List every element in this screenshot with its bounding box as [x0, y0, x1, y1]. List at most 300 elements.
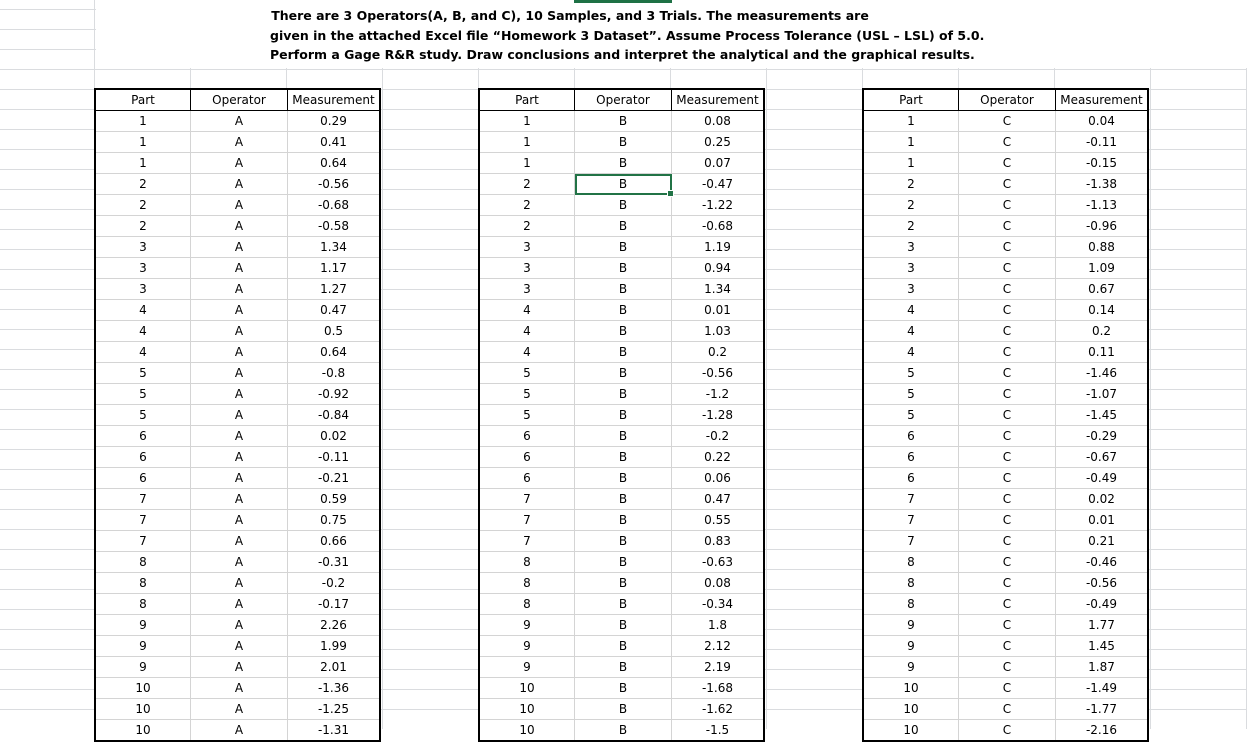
operator-cell[interactable]: C [959, 531, 1056, 552]
table-row [95, 699, 380, 720]
operator-cell[interactable]: B [575, 636, 672, 657]
part-cell[interactable]: 5 [479, 405, 575, 426]
operator-cell[interactable]: A [191, 426, 288, 447]
operator-cell[interactable]: B [575, 342, 672, 363]
operator-cell[interactable]: A [191, 258, 288, 279]
measurement-cell[interactable]: 1.34 [288, 237, 381, 258]
measurement-cell[interactable]: -1.68 [672, 678, 765, 699]
measurement-cell[interactable]: -1.45 [1056, 405, 1149, 426]
measurement-cell[interactable]: -0.68 [288, 195, 381, 216]
operator-cell[interactable]: A [191, 237, 288, 258]
operator-cell[interactable]: B [575, 111, 672, 132]
part-header[interactable]: Part [863, 89, 959, 111]
measurement-cell[interactable]: 0.22 [672, 447, 765, 468]
part-cell[interactable]: 7 [479, 510, 575, 531]
operator-cell[interactable]: C [959, 132, 1056, 153]
measurement-cell[interactable]: 0.64 [288, 153, 381, 174]
measurement-cell[interactable]: 1.45 [1056, 636, 1149, 657]
measurement-cell[interactable]: 0.25 [672, 132, 765, 153]
part-cell[interactable]: 5 [479, 384, 575, 405]
measurement-cell[interactable]: 1.34 [672, 279, 765, 300]
part-cell[interactable]: 1 [95, 111, 191, 132]
measurement-cell[interactable]: 0.64 [288, 342, 381, 363]
measurement-cell[interactable]: -0.96 [1056, 216, 1149, 237]
operator-cell[interactable]: C [959, 405, 1056, 426]
measurement-cell[interactable]: 0.21 [1056, 531, 1149, 552]
operator-cell[interactable]: A [191, 321, 288, 342]
operator-cell[interactable]: C [959, 426, 1056, 447]
measurement-cell[interactable]: -0.63 [672, 552, 765, 573]
part-cell[interactable]: 2 [479, 216, 575, 237]
table-row [479, 426, 764, 447]
part-cell[interactable]: 9 [863, 636, 959, 657]
part-cell[interactable]: 5 [95, 384, 191, 405]
part-cell[interactable]: 3 [95, 258, 191, 279]
part-cell[interactable]: 1 [95, 153, 191, 174]
part-cell[interactable]: 4 [95, 321, 191, 342]
measurement-cell[interactable]: -0.2 [288, 573, 381, 594]
operator-cell[interactable]: A [191, 384, 288, 405]
part-cell[interactable]: 6 [479, 468, 575, 489]
part-cell[interactable]: 3 [863, 237, 959, 258]
part-cell[interactable]: 7 [863, 489, 959, 510]
part-cell[interactable]: 5 [863, 363, 959, 384]
table-row [863, 363, 1148, 384]
operator-cell[interactable]: A [191, 342, 288, 363]
measurement-cell[interactable]: -1.25 [288, 699, 381, 720]
measurement-cell[interactable]: 0.55 [672, 510, 765, 531]
table-row [95, 342, 380, 363]
operator-cell[interactable]: B [575, 720, 672, 742]
operator-cell[interactable]: C [959, 237, 1056, 258]
operator-cell[interactable]: C [959, 342, 1056, 363]
operator-header[interactable]: Operator [575, 89, 672, 111]
operator-cell[interactable]: C [959, 363, 1056, 384]
part-cell[interactable]: 7 [863, 510, 959, 531]
measurement-cell[interactable]: -0.34 [672, 594, 765, 615]
operator-cell[interactable]: A [191, 153, 288, 174]
operator-cell[interactable]: C [959, 468, 1056, 489]
operator-cell[interactable]: A [191, 174, 288, 195]
measurement-cell[interactable]: 0.59 [288, 489, 381, 510]
operator-cell[interactable]: B [575, 300, 672, 321]
part-cell[interactable]: 8 [863, 573, 959, 594]
selected-cell[interactable]: B [575, 174, 672, 195]
operator-cell[interactable]: A [191, 510, 288, 531]
operator-cell[interactable]: C [959, 510, 1056, 531]
operator-cell[interactable]: C [959, 216, 1056, 237]
operator-cell[interactable]: B [575, 363, 672, 384]
operator-cell[interactable]: B [575, 279, 672, 300]
operator-cell[interactable]: A [191, 279, 288, 300]
part-cell[interactable]: 9 [95, 657, 191, 678]
measurement-cell[interactable]: -0.11 [288, 447, 381, 468]
operator-cell[interactable]: C [959, 699, 1056, 720]
measurement-cell[interactable]: 0.07 [672, 153, 765, 174]
table-row [95, 594, 380, 615]
part-cell[interactable]: 6 [95, 447, 191, 468]
measurement-cell[interactable]: 1.87 [1056, 657, 1149, 678]
measurement-cell[interactable]: -1.77 [1056, 699, 1149, 720]
operator-cell[interactable]: A [191, 720, 288, 742]
part-cell[interactable]: 2 [95, 195, 191, 216]
measurement-cell[interactable]: 1.8 [672, 615, 765, 636]
table-row [863, 237, 1148, 258]
part-cell[interactable]: 9 [863, 615, 959, 636]
measurement-cell[interactable]: -0.17 [288, 594, 381, 615]
measurement-cell[interactable]: 0.01 [1056, 510, 1149, 531]
part-cell[interactable]: 6 [95, 468, 191, 489]
measurement-cell[interactable]: 0.08 [672, 573, 765, 594]
measurement-cell[interactable]: -0.29 [1056, 426, 1149, 447]
problem-statement-line-2: given in the attached Excel file “Homework 3 Dataset”. Assume Process Tolerance (USL – LSL) of 5.0. [270, 27, 985, 43]
part-cell[interactable]: 4 [863, 300, 959, 321]
part-cell[interactable]: 6 [479, 426, 575, 447]
part-cell[interactable]: 2 [479, 195, 575, 216]
part-cell[interactable]: 7 [479, 489, 575, 510]
operator-cell[interactable]: C [959, 657, 1056, 678]
table-row [863, 720, 1148, 742]
operator-cell[interactable]: C [959, 636, 1056, 657]
measurement-cell[interactable]: 2.12 [672, 636, 765, 657]
measurement-cell[interactable]: 0.47 [672, 489, 765, 510]
operator-cell[interactable]: C [959, 720, 1056, 742]
measurement-cell[interactable]: 1.03 [672, 321, 765, 342]
part-cell[interactable]: 6 [479, 447, 575, 468]
measurement-cell[interactable]: 0.01 [672, 300, 765, 321]
part-cell[interactable]: 2 [863, 174, 959, 195]
measurement-cell[interactable]: 0.04 [1056, 111, 1149, 132]
operator-cell[interactable]: A [191, 594, 288, 615]
operator-cell[interactable]: B [575, 489, 672, 510]
part-cell[interactable]: 10 [95, 699, 191, 720]
measurement-cell[interactable]: -0.56 [288, 174, 381, 195]
part-cell[interactable]: 5 [95, 363, 191, 384]
part-cell[interactable]: 2 [863, 216, 959, 237]
part-cell[interactable]: 4 [95, 300, 191, 321]
measurement-cell[interactable]: -0.46 [1056, 552, 1149, 573]
operator-cell[interactable]: B [575, 384, 672, 405]
operator-cell[interactable]: A [191, 216, 288, 237]
operator-cell[interactable]: A [191, 132, 288, 153]
part-cell[interactable]: 1 [479, 111, 575, 132]
operator-cell[interactable]: C [959, 489, 1056, 510]
part-cell[interactable]: 9 [479, 636, 575, 657]
measurement-cell[interactable]: 1.77 [1056, 615, 1149, 636]
part-cell[interactable]: 3 [95, 237, 191, 258]
measurement-cell[interactable]: -1.49 [1056, 678, 1149, 699]
part-cell[interactable]: 8 [479, 594, 575, 615]
part-cell[interactable]: 1 [479, 132, 575, 153]
measurement-cell[interactable]: -1.38 [1056, 174, 1149, 195]
operator-cell[interactable]: A [191, 300, 288, 321]
measurement-cell[interactable]: -1.28 [672, 405, 765, 426]
part-cell[interactable]: 8 [863, 594, 959, 615]
part-cell[interactable]: 7 [95, 489, 191, 510]
table-row [479, 405, 764, 426]
part-cell[interactable]: 9 [95, 615, 191, 636]
part-cell[interactable]: 1 [863, 111, 959, 132]
part-cell[interactable]: 4 [95, 342, 191, 363]
operator-cell[interactable]: B [575, 678, 672, 699]
operator-header[interactable]: Operator [191, 89, 288, 111]
measurement-cell[interactable]: -0.8 [288, 363, 381, 384]
measurement-cell[interactable]: 0.94 [672, 258, 765, 279]
measurement-cell[interactable]: 0.06 [672, 468, 765, 489]
active-column-indicator [574, 0, 672, 3]
measurement-cell[interactable]: -0.47 [672, 174, 765, 195]
operator-cell[interactable]: C [959, 678, 1056, 699]
operator-cell[interactable]: B [575, 405, 672, 426]
table-row [863, 678, 1148, 699]
part-cell[interactable]: 4 [863, 342, 959, 363]
measurement-cell[interactable]: 0.47 [288, 300, 381, 321]
operator-header[interactable]: Operator [959, 89, 1056, 111]
part-cell[interactable]: 6 [863, 426, 959, 447]
part-cell[interactable]: 1 [863, 132, 959, 153]
operator-cell[interactable]: A [191, 657, 288, 678]
operator-cell[interactable]: B [575, 237, 672, 258]
measurement-cell[interactable]: 0.41 [288, 132, 381, 153]
operator-cell[interactable]: B [575, 426, 672, 447]
operator-cell[interactable]: C [959, 153, 1056, 174]
measurement-cell[interactable]: -0.31 [288, 552, 381, 573]
part-cell[interactable]: 8 [479, 573, 575, 594]
part-cell[interactable]: 3 [863, 258, 959, 279]
measurement-cell[interactable]: 1.99 [288, 636, 381, 657]
part-cell[interactable]: 2 [479, 174, 575, 195]
measurement-cell[interactable]: -1.5 [672, 720, 765, 742]
operator-cell[interactable]: B [575, 321, 672, 342]
part-cell[interactable]: 5 [479, 363, 575, 384]
part-cell[interactable]: 10 [863, 720, 959, 742]
table-row [863, 111, 1148, 132]
measurement-cell[interactable]: 0.66 [288, 531, 381, 552]
part-cell[interactable]: 10 [479, 720, 575, 742]
measurement-cell[interactable]: 0.67 [1056, 279, 1149, 300]
table-row [95, 405, 380, 426]
operator-cell[interactable]: C [959, 594, 1056, 615]
operator-cell[interactable]: B [575, 258, 672, 279]
operator-cell[interactable]: A [191, 615, 288, 636]
operator-cell[interactable]: C [959, 573, 1056, 594]
measurement-header[interactable]: Measurement [288, 89, 381, 111]
measurement-cell[interactable]: 1.09 [1056, 258, 1149, 279]
operator-cell[interactable]: B [575, 594, 672, 615]
operator-cell[interactable]: C [959, 195, 1056, 216]
operator-cell[interactable]: A [191, 531, 288, 552]
part-cell[interactable]: 4 [479, 300, 575, 321]
table-row [95, 426, 380, 447]
operator-cell[interactable]: A [191, 636, 288, 657]
measurement-cell[interactable]: -0.56 [672, 363, 765, 384]
part-cell[interactable]: 7 [95, 531, 191, 552]
part-cell[interactable]: 2 [863, 195, 959, 216]
part-cell[interactable]: 2 [95, 216, 191, 237]
measurement-cell[interactable]: 0.08 [672, 111, 765, 132]
operator-cell[interactable]: C [959, 174, 1056, 195]
operator-cell[interactable]: A [191, 699, 288, 720]
part-cell[interactable]: 10 [863, 699, 959, 720]
part-cell[interactable]: 10 [479, 678, 575, 699]
measurement-cell[interactable]: 0.5 [288, 321, 381, 342]
measurement-cell[interactable]: -0.92 [288, 384, 381, 405]
part-header[interactable]: Part [479, 89, 575, 111]
part-cell[interactable]: 1 [479, 153, 575, 174]
measurement-cell[interactable]: 0.14 [1056, 300, 1149, 321]
operator-cell[interactable]: A [191, 468, 288, 489]
operator-cell[interactable]: B [575, 573, 672, 594]
part-cell[interactable]: 4 [479, 321, 575, 342]
operator-cell[interactable]: A [191, 363, 288, 384]
measurement-cell[interactable]: 2.26 [288, 615, 381, 636]
measurement-cell[interactable]: 0.02 [1056, 489, 1149, 510]
measurement-cell[interactable]: 0.83 [672, 531, 765, 552]
operator-cell[interactable]: B [575, 657, 672, 678]
measurement-cell[interactable]: 0.88 [1056, 237, 1149, 258]
part-cell[interactable]: 6 [863, 447, 959, 468]
part-cell[interactable]: 10 [95, 720, 191, 742]
part-cell[interactable]: 3 [479, 237, 575, 258]
part-header[interactable]: Part [95, 89, 191, 111]
measurement-cell[interactable]: 0.2 [1056, 321, 1149, 342]
part-cell[interactable]: 3 [863, 279, 959, 300]
part-cell[interactable]: 10 [95, 678, 191, 699]
part-cell[interactable]: 9 [863, 657, 959, 678]
operator-cell[interactable]: A [191, 573, 288, 594]
operator-cell[interactable]: C [959, 300, 1056, 321]
operator-cell[interactable]: A [191, 489, 288, 510]
operator-cell[interactable]: A [191, 405, 288, 426]
operator-cell[interactable]: B [575, 153, 672, 174]
measurement-cell[interactable]: -0.56 [1056, 573, 1149, 594]
measurement-header[interactable]: Measurement [1056, 89, 1149, 111]
measurement-cell[interactable]: -0.11 [1056, 132, 1149, 153]
measurement-cell[interactable]: 2.19 [672, 657, 765, 678]
operator-cell[interactable]: C [959, 615, 1056, 636]
measurement-cell[interactable]: -2.16 [1056, 720, 1149, 742]
measurement-cell[interactable]: -1.07 [1056, 384, 1149, 405]
operator-cell[interactable]: C [959, 552, 1056, 573]
operator-cell[interactable]: B [575, 552, 672, 573]
operator-cell[interactable]: B [575, 216, 672, 237]
part-cell[interactable]: 8 [95, 552, 191, 573]
part-cell[interactable]: 6 [863, 468, 959, 489]
part-cell[interactable]: 5 [863, 384, 959, 405]
measurement-cell[interactable]: -1.46 [1056, 363, 1149, 384]
part-cell[interactable]: 6 [95, 426, 191, 447]
measurement-cell[interactable]: 1.19 [672, 237, 765, 258]
measurement-cell[interactable]: -0.15 [1056, 153, 1149, 174]
part-cell[interactable]: 4 [479, 342, 575, 363]
operator-cell[interactable]: A [191, 552, 288, 573]
operator-cell[interactable]: B [575, 510, 672, 531]
part-cell[interactable]: 1 [95, 132, 191, 153]
operator-cell[interactable]: B [575, 699, 672, 720]
part-cell[interactable]: 2 [95, 174, 191, 195]
measurement-header[interactable]: Measurement [672, 89, 765, 111]
part-cell[interactable]: 3 [95, 279, 191, 300]
operator-cell[interactable]: B [575, 468, 672, 489]
measurement-cell[interactable]: -0.84 [288, 405, 381, 426]
operator-cell[interactable]: C [959, 321, 1056, 342]
part-cell[interactable]: 3 [479, 258, 575, 279]
operator-cell[interactable]: A [191, 195, 288, 216]
measurement-cell[interactable]: -1.22 [672, 195, 765, 216]
measurement-cell[interactable]: -0.58 [288, 216, 381, 237]
part-cell[interactable]: 4 [863, 321, 959, 342]
table-row [863, 300, 1148, 321]
operator-cell[interactable]: C [959, 111, 1056, 132]
table-row [479, 447, 764, 468]
part-cell[interactable]: 9 [479, 615, 575, 636]
operator-cell[interactable]: A [191, 447, 288, 468]
part-cell[interactable]: 7 [95, 510, 191, 531]
part-cell[interactable]: 8 [95, 573, 191, 594]
operator-cell[interactable]: C [959, 384, 1056, 405]
operator-cell[interactable]: B [575, 531, 672, 552]
operator-cell[interactable]: C [959, 447, 1056, 468]
measurement-cell[interactable]: 0.11 [1056, 342, 1149, 363]
part-cell[interactable]: 1 [863, 153, 959, 174]
part-cell[interactable]: 9 [479, 657, 575, 678]
operator-cell[interactable]: C [959, 279, 1056, 300]
table-row [479, 363, 764, 384]
measurement-cell[interactable]: 1.27 [288, 279, 381, 300]
part-cell[interactable]: 10 [479, 699, 575, 720]
measurement-cell[interactable]: 0.02 [288, 426, 381, 447]
part-cell[interactable]: 5 [95, 405, 191, 426]
measurement-cell[interactable]: 0.29 [288, 111, 381, 132]
operator-cell[interactable]: B [575, 615, 672, 636]
table-row [479, 720, 764, 742]
table-row [479, 531, 764, 552]
measurement-cell[interactable]: -1.36 [288, 678, 381, 699]
part-cell[interactable]: 8 [863, 552, 959, 573]
measurement-cell[interactable]: -0.67 [1056, 447, 1149, 468]
measurement-cell[interactable]: 1.17 [288, 258, 381, 279]
measurement-cell[interactable]: 0.2 [672, 342, 765, 363]
measurement-cell[interactable]: 2.01 [288, 657, 381, 678]
measurement-cell[interactable]: -0.68 [672, 216, 765, 237]
measurement-cell[interactable]: -1.62 [672, 699, 765, 720]
measurement-cell[interactable]: -0.49 [1056, 468, 1149, 489]
operator-cell[interactable]: A [191, 111, 288, 132]
part-cell[interactable]: 10 [863, 678, 959, 699]
operator-cell[interactable]: C [959, 258, 1056, 279]
measurement-cell[interactable]: -1.13 [1056, 195, 1149, 216]
part-cell[interactable]: 7 [479, 531, 575, 552]
part-cell[interactable]: 5 [863, 405, 959, 426]
operator-cell[interactable]: B [575, 132, 672, 153]
part-cell[interactable]: 8 [95, 594, 191, 615]
part-cell[interactable]: 3 [479, 279, 575, 300]
part-cell[interactable]: 9 [95, 636, 191, 657]
measurement-cell[interactable]: -0.49 [1056, 594, 1149, 615]
measurement-cell[interactable]: -0.21 [288, 468, 381, 489]
measurement-cell[interactable]: 0.75 [288, 510, 381, 531]
measurement-cell[interactable]: -1.2 [672, 384, 765, 405]
operator-cell[interactable]: A [191, 678, 288, 699]
measurement-cell[interactable]: -1.31 [288, 720, 381, 742]
operator-c-table [862, 88, 1149, 742]
part-cell[interactable]: 7 [863, 531, 959, 552]
table-row [479, 195, 764, 216]
operator-cell[interactable]: B [575, 195, 672, 216]
part-cell[interactable]: 8 [479, 552, 575, 573]
measurement-cell[interactable]: -0.2 [672, 426, 765, 447]
operator-cell[interactable]: B [575, 447, 672, 468]
